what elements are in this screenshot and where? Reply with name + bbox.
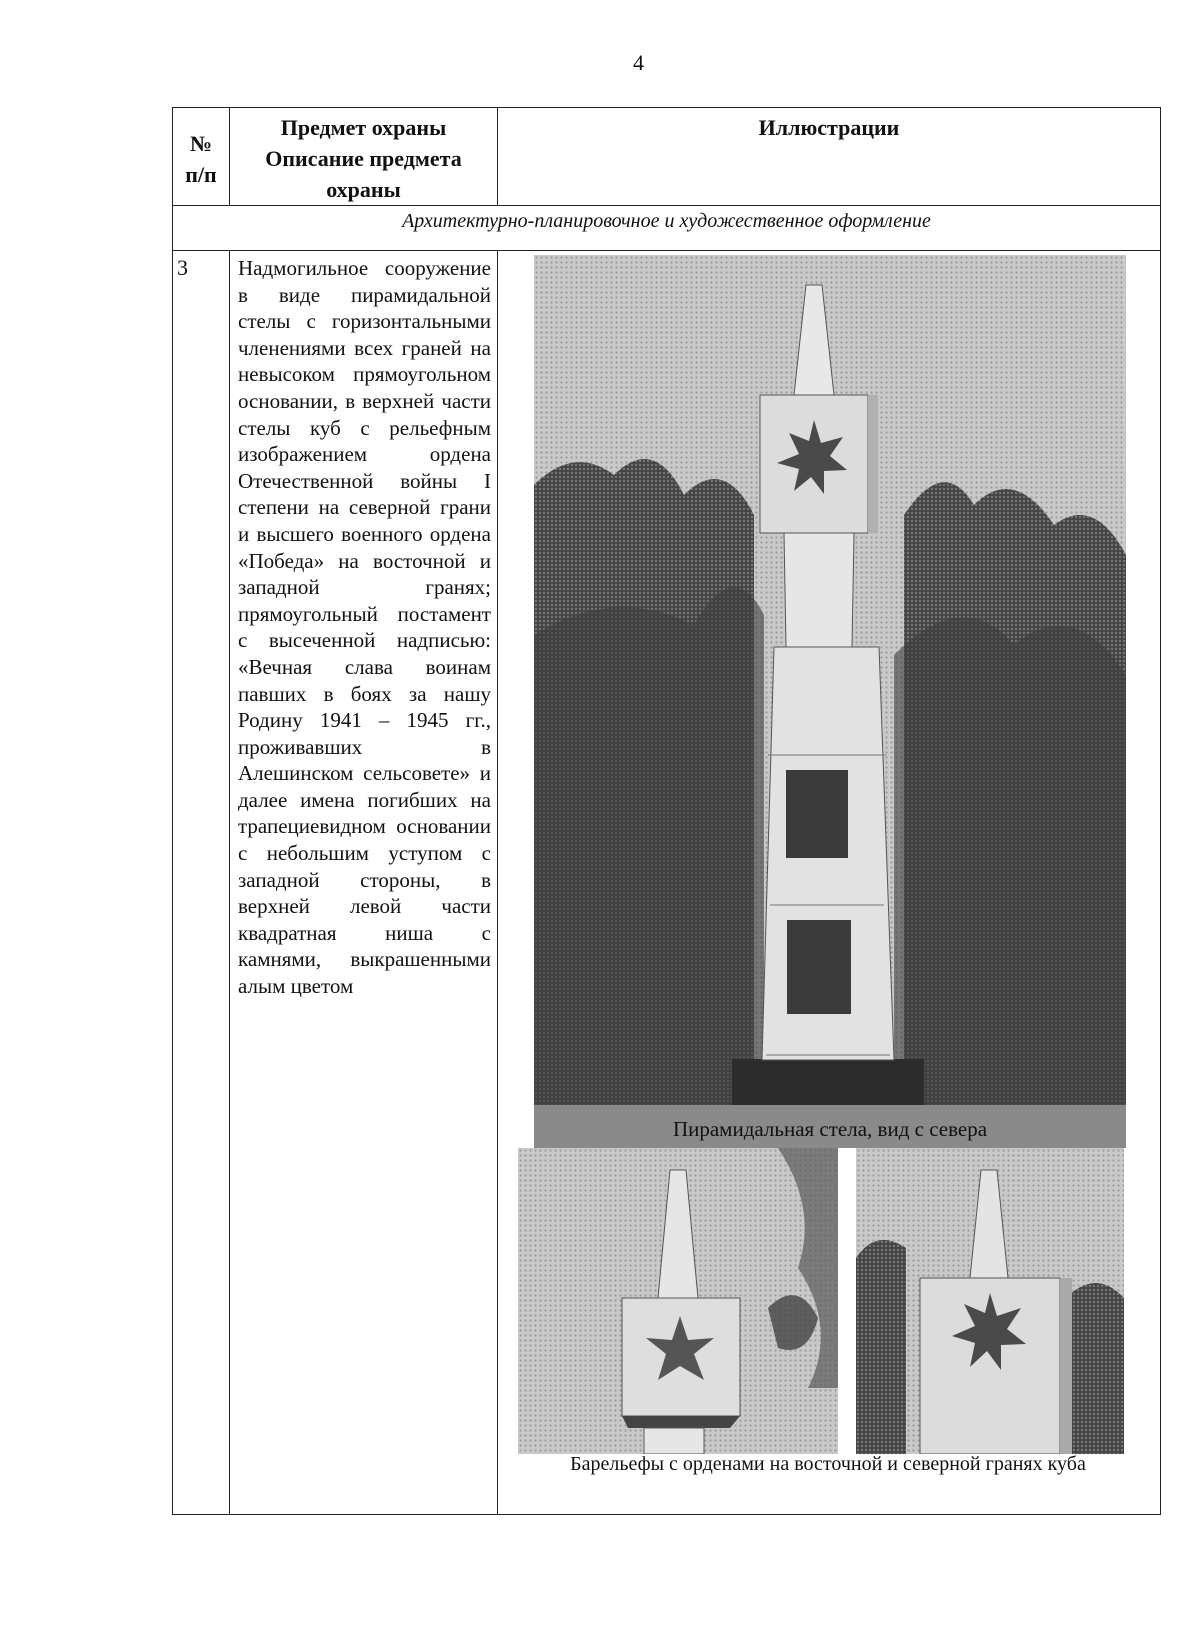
section-row [173, 206, 1161, 251]
header-subject-text: Предмет охраны Описание предмета охраны [265, 115, 462, 202]
header-number [173, 108, 230, 206]
row-number: 3 [173, 251, 230, 1515]
table-header-row [173, 108, 1161, 206]
north-relief-photo [856, 1148, 1124, 1454]
table-row [173, 251, 1161, 1515]
header-illustrations [498, 108, 1161, 206]
main-photo-caption: Пирамидальная стела, вид с севера [672, 1117, 988, 1141]
section-title: Архитектурно-планировочное и художественное оформление [173, 206, 1161, 251]
stela-north-photo [534, 255, 1126, 1148]
header-number-text: № п/п [185, 131, 217, 187]
protection-table [172, 107, 1161, 1515]
header-illustrations-text: Иллюстрации [758, 115, 900, 140]
header-subject [230, 108, 498, 206]
row-description: Надмогильное сооружение в виде пирамидальной стелы с горизонтальными членениями всех граней на невысоком прямоугольном основании, в верхней части стелы куб с рельефным изображением ордена Отечественной войны I степени на северной грани и высшего военного ордена «Победа» на восточной и западной гранях; прямоугольный постамент с высеченной надписью: «Вечная слава воинам павших в боях за нашу Родину 1941 – 1945 гг., проживавших в Алешинском сельсовете» и далее имена погибших на трапециевидном основании с небольшим уступом с западной стороны, в верхней левой части квадратная ниша с камнями, выкрашенными алым цветом [230, 251, 498, 1515]
illustrations-cell [498, 251, 1161, 1515]
east-relief-photo [518, 1148, 838, 1454]
page-number: 4 [633, 50, 644, 75]
bottom-photos-caption: Барельефы с орденами на восточной и северной гранях куба [570, 1453, 1086, 1475]
